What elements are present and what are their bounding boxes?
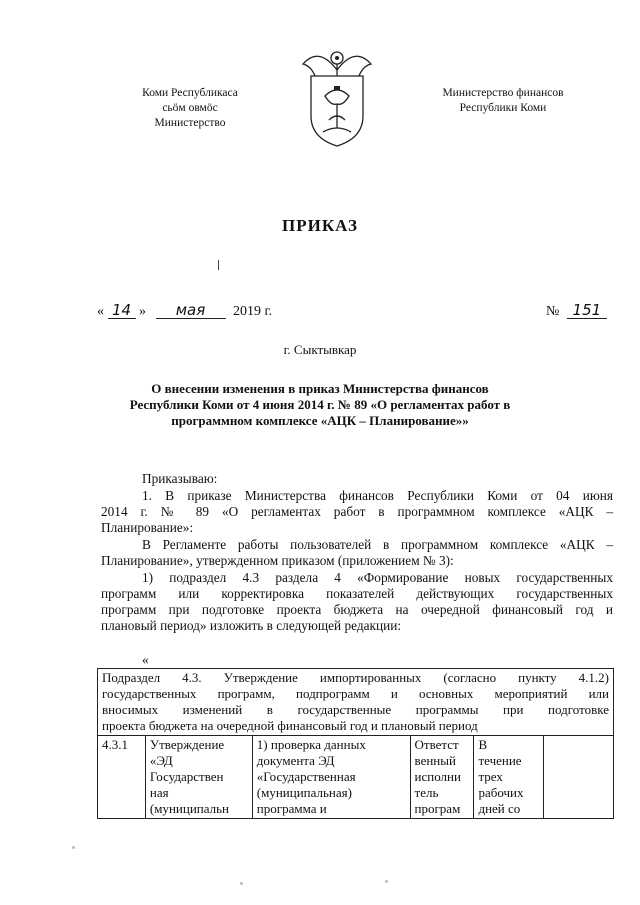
header-left-line: Коми Республикаса	[142, 87, 238, 99]
cell-line: Утверждение	[149, 737, 225, 752]
table-cell-description	[252, 736, 410, 819]
scan-mark	[218, 260, 219, 270]
body-line: Планирование»:	[101, 520, 194, 535]
body-line: 1. В приказе Министерства финансов Республики Коми от 04 июня	[142, 488, 613, 503]
table-cell-action	[145, 736, 252, 819]
order-date	[97, 302, 272, 320]
quote-mark: «	[142, 652, 149, 667]
scan-speck	[385, 880, 388, 883]
body-line: программ или корректировка показателей действующих государственных	[101, 586, 613, 601]
cell-line: Государствен	[149, 769, 224, 784]
order-number-value: 151	[567, 302, 607, 319]
subject-line: программном комплексе «АЦК – Планирование»»	[171, 413, 469, 428]
cell-line: програм	[414, 801, 461, 816]
body-line: плановый период» изложить в следующей редакции:	[101, 618, 402, 633]
number-sign: №	[546, 304, 560, 319]
order-subject	[110, 381, 530, 429]
body-line: программ при подготовке проекта бюджета на очередной финансовый год и	[101, 602, 613, 617]
cell-line: рабочих	[478, 785, 524, 800]
table-cell-empty	[544, 736, 614, 819]
body-line: 2014 г. № 89 «О регламентах работ в программном комплексе «АЦК –	[101, 504, 613, 519]
document-title: ПРИКАЗ	[282, 216, 358, 235]
date-day: 14	[108, 302, 136, 319]
body-paragraph-2	[101, 537, 613, 569]
table-heading-line: государственных программ, подпрограмм и основных мероприятий или	[102, 686, 609, 701]
header-right-line: Республики Коми	[459, 102, 547, 114]
cell-line: 4.3.1	[102, 737, 128, 752]
header-right-ministry-finance	[433, 86, 573, 116]
date-month: мая	[156, 302, 226, 319]
date-close-quote: »	[139, 304, 146, 319]
table-cell-number	[98, 736, 146, 819]
date-open-quote: «	[97, 304, 104, 319]
cell-line: программа и	[256, 801, 327, 816]
cell-line: тель	[414, 785, 439, 800]
header-left-line: сьӧм овмӧс	[162, 102, 218, 114]
cell-line: исполни	[414, 769, 461, 784]
header-left-line: Министерство	[154, 117, 226, 129]
header-left-ministry-komi	[120, 86, 260, 131]
body-intro	[101, 471, 613, 487]
table-cell-responsible	[410, 736, 474, 819]
body-paragraph-1	[101, 488, 613, 536]
coat-of-arms-emblem-icon	[297, 40, 377, 150]
table-heading-row	[98, 669, 614, 736]
cell-line: Ответст	[414, 737, 459, 752]
regulation-table	[97, 668, 614, 819]
date-year: 2019 г.	[233, 304, 273, 319]
cell-line: 1) проверка данных	[256, 737, 366, 752]
table-cell-deadline	[474, 736, 544, 819]
cell-line: венный	[414, 753, 456, 768]
header-right-line: Министерство финансов	[442, 87, 564, 99]
table-row	[98, 736, 614, 819]
scan-speck	[240, 882, 243, 885]
body-line: 1) подраздел 4.3 раздела 4 «Формирование новых государственных	[142, 570, 613, 585]
cell-line: «ЭД	[149, 753, 173, 768]
body-paragraph-3	[101, 570, 613, 634]
quote-open	[101, 652, 613, 668]
cell-line: течение	[478, 753, 522, 768]
scan-speck	[72, 846, 75, 849]
cell-line: В	[478, 737, 488, 752]
city-line: г. Сыктывкар	[283, 342, 357, 357]
subject-line: Республики Коми от 4 июня 2014 г. № 89 «О регламентах работ в	[129, 397, 511, 412]
cell-line: (муниципальн	[149, 801, 230, 816]
body-line: В Регламенте работы пользователей в программном комплексе «АЦК –	[142, 537, 613, 552]
cell-line: дней со	[478, 801, 521, 816]
table-heading-line: Подраздел 4.3. Утверждение импортированных (согласно пункту 4.1.2)	[102, 670, 609, 685]
body-line: Планирование», утвержденном приказом (приложением № 3):	[101, 553, 454, 568]
table-heading-line: проекта бюджета на очередной финансовый год и плановый период	[102, 718, 478, 733]
body-line: Приказываю:	[142, 471, 218, 486]
order-number	[546, 302, 607, 320]
cell-line: (муниципальная)	[256, 785, 352, 800]
cell-line: документа ЭД	[256, 753, 335, 768]
cell-line: ная	[149, 785, 169, 800]
subject-line: О внесении изменения в приказ Министерства финансов	[151, 381, 489, 396]
cell-line: «Государственная	[256, 769, 356, 784]
table-heading-cell	[98, 669, 614, 736]
table-heading-line: вносимых изменений в государственные программы при подготовке	[102, 702, 609, 717]
cell-line: трех	[478, 769, 503, 784]
